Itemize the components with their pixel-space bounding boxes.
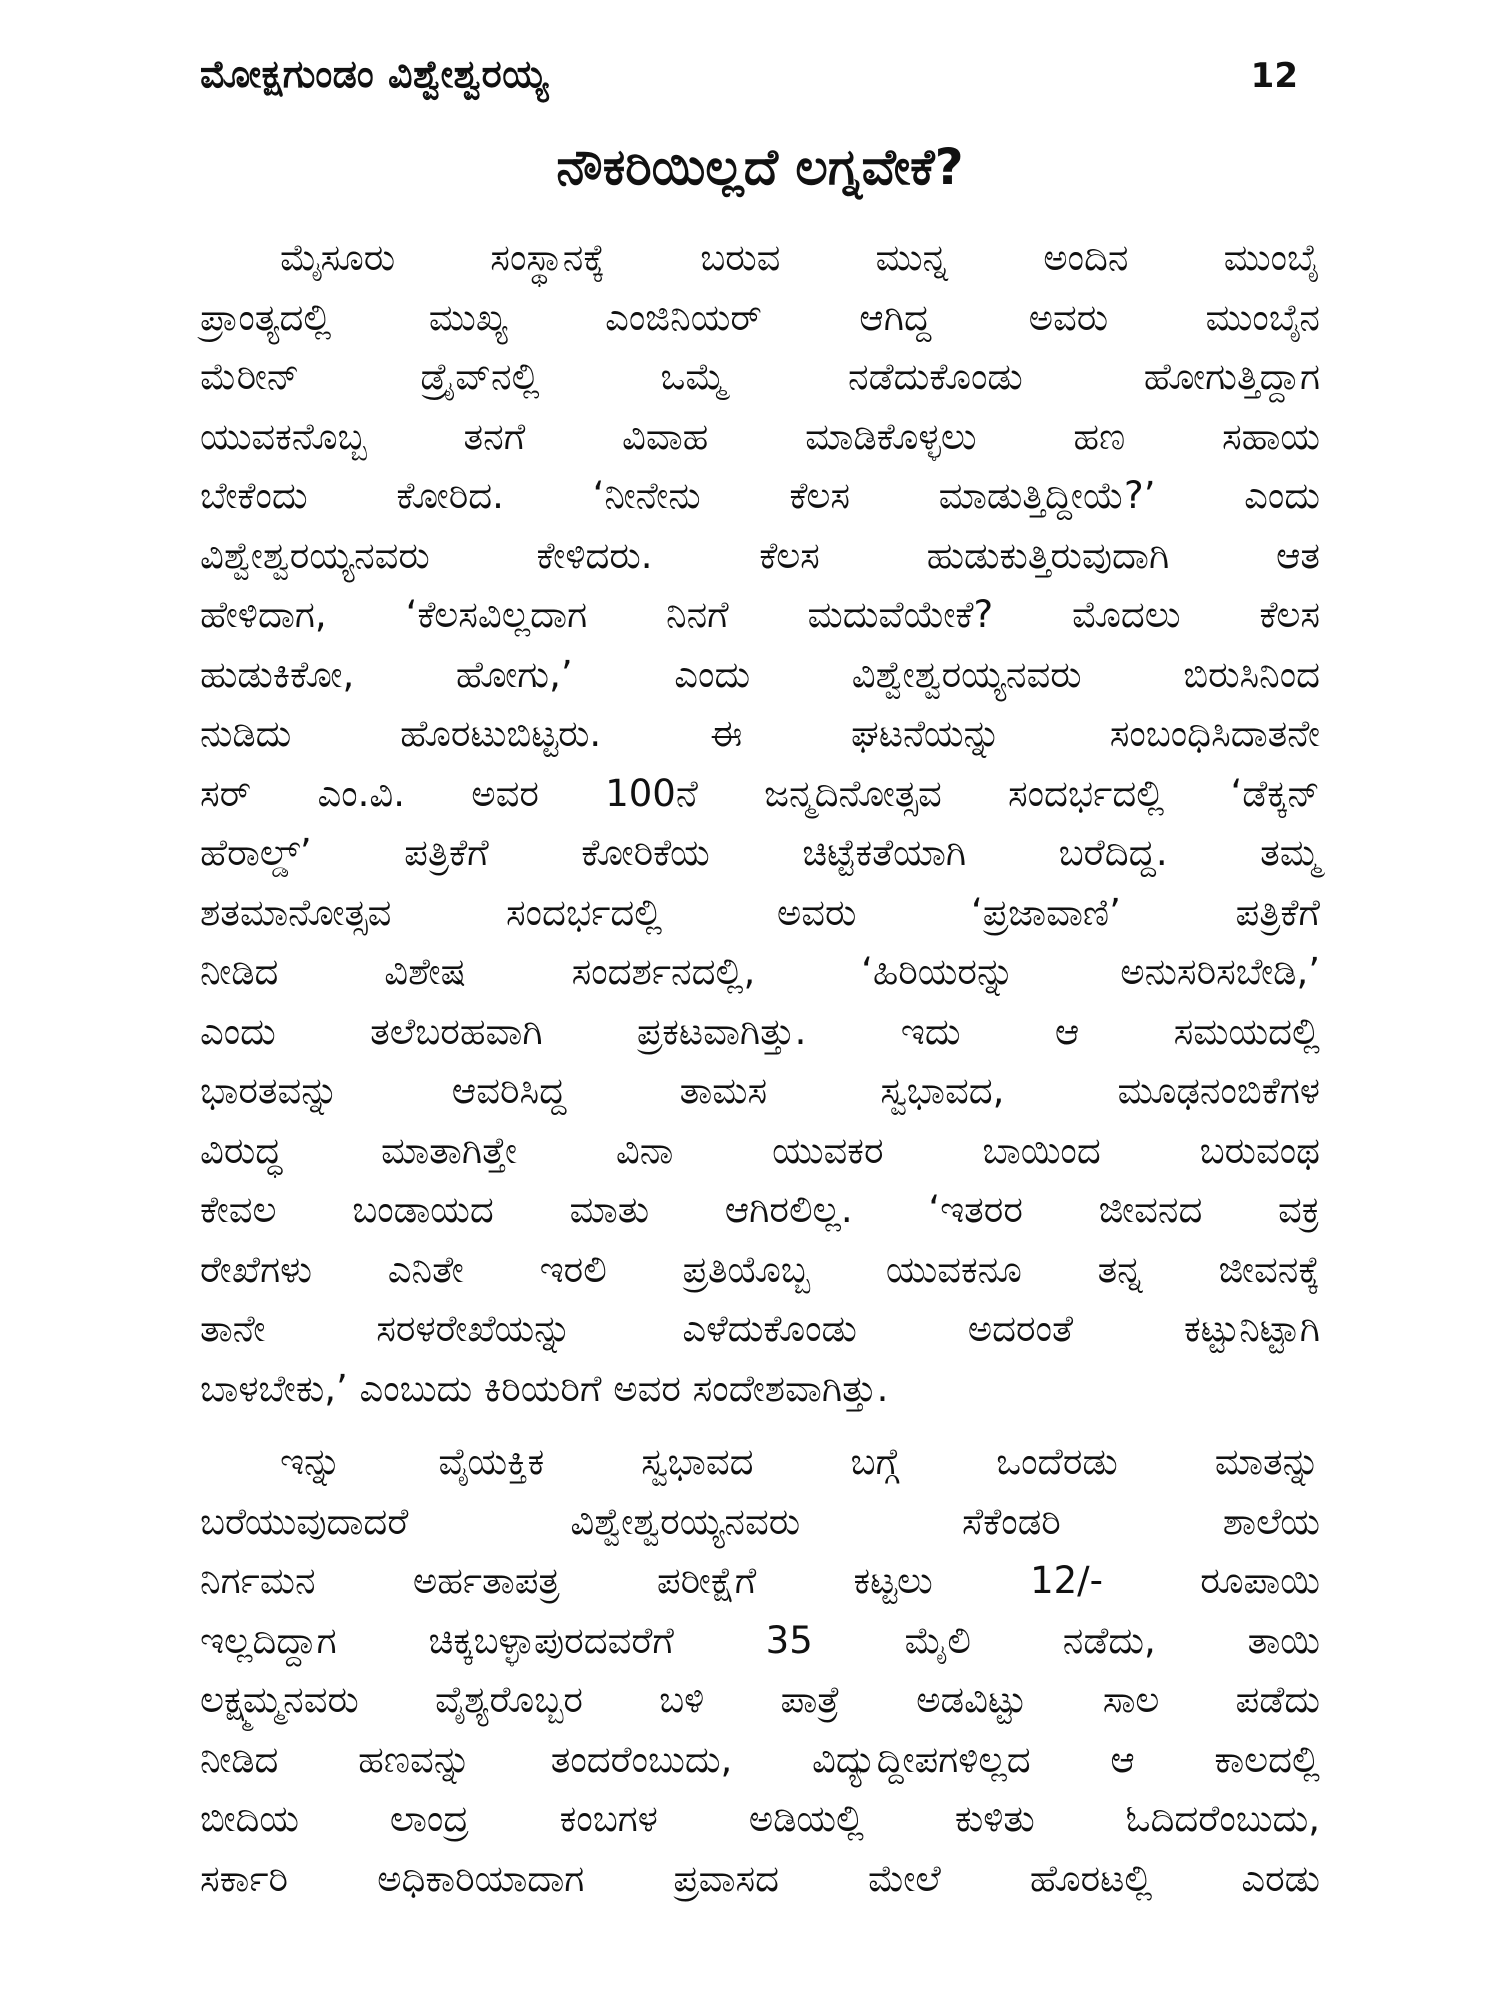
text-line: ಇನ್ನು ವೈಯಕ್ತಿಕ ಸ್ವಭಾವದ ಬಗ್ಗೆ ಒಂದೆರಡು ಮಾತನ್ನು xyxy=(280,1440,1320,1483)
text-line: ಹೆರಾಲ್ಡ್’ ಪತ್ರಿಕೆಗೆ ಕೋರಿಕೆಯ ಚಿಟ್ಟೆಕತೆಯಾಗಿ ಬರೆದಿದ್ದ. ತಮ್ಮ xyxy=(200,831,1320,874)
body-text xyxy=(200,228,1320,1908)
paragraph-2 xyxy=(200,1432,1320,1908)
text-line: ಬರೆಯುವುದಾದರೆ ವಿಶ್ವೇಶ್ವರಯ್ಯನವರು ಸೆಕೆಂಡರಿ ಶಾಲೆಯ xyxy=(200,1499,1320,1543)
text-line: ಸರ್ಕಾರಿ ಅಧಿಕಾರಿಯಾದಾಗ ಪ್ರವಾಸದ ಮೇಲೆ ಹೊರಟಲ್ಲಿ ಎರಡು xyxy=(200,1856,1320,1900)
text-line: ರೇಖೆಗಳು ಎನಿತೇ ಇರಲಿ ಪ್ರತಿಯೊಬ್ಬ ಯುವಕನೂ ತನ್ನ ಜೀವನಕ್ಕೆ xyxy=(200,1247,1320,1291)
text-line: ತಾನೇ ಸರಳರೇಖೆಯನ್ನು ಎಳೆದುಕೊಂಡು ಅದರಂತೆ ಕಟ್ಟುನಿಟ್ಟಾಗಿ xyxy=(200,1307,1320,1350)
text-line: ಬಾಳಬೇಕು,’ ಎಂಬುದು ಕಿರಿಯರಿಗೆ ಅವರ ಸಂದೇಶವಾಗಿತ್ತು. xyxy=(200,1366,889,1410)
text-line: ಶತಮಾನೋತ್ಸವ ಸಂದರ್ಭದಲ್ಲಿ ಅವರು ‘ಪ್ರಜಾವಾಣಿ’ ಪತ್ರಿಕೆಗೆ xyxy=(200,890,1320,934)
text-line: ನುಡಿದು ಹೊರಟುಬಿಟ್ಟರು. ಈ ಘಟನೆಯನ್ನು ಸಂಬಂಧಿಸಿದಾತನೇ xyxy=(200,712,1320,755)
text-line: ಬೀದಿಯ ಲಾಂದ್ರ ಕಂಬಗಳ ಅಡಿಯಲ್ಲಿ ಕುಳಿತು ಓದಿದರೆಂಬುದು, xyxy=(200,1797,1320,1840)
chapter-title: ನೌಕರಿಯಿಲ್ಲದೆ ಲಗ್ನವೇಕೆ? xyxy=(556,138,964,196)
text-line: ಮೈಸೂರು ಸಂಸ್ಥಾನಕ್ಕೆ ಬರುವ ಮುನ್ನ ಅಂದಿನ ಮುಂಬೈ xyxy=(280,236,1320,279)
text-line: ಲಕ್ಷ್ಮಮ್ಮನವರು ವೈಶ್ಯರೊಬ್ಬರ ಬಳಿ ಪಾತ್ರೆ ಅಡವಿಟ್ಟು ಸಾಲ ಪಡೆದು xyxy=(200,1678,1320,1721)
text-line: ಸರ್ ಎಂ.ವಿ. ಅವರ 100ನೆ ಜನ್ಮದಿನೋತ್ಸವ ಸಂದರ್ಭದಲ್ಲಿ ‘ಡೆಕ್ಕನ್ xyxy=(200,771,1320,815)
text-line: ಮೆರೀನ್ ಡ್ರೈವ್‌ನಲ್ಲಿ ಒಮ್ಮೆ ನಡೆದುಕೊಂಡು ಹೋಗುತ್ತಿದ್ದಾಗ xyxy=(200,355,1320,398)
text-line: ಯುವಕನೊಬ್ಬ ತನಗೆ ವಿವಾಹ ಮಾಡಿಕೊಳ್ಳಲು ಹಣ ಸಹಾಯ xyxy=(200,414,1320,458)
text-line: ಪ್ರಾಂತ್ಯದಲ್ಲಿ ಮುಖ್ಯ ಎಂಜಿನಿಯರ್ ಆಗಿದ್ದ ಅವರು ಮುಂಬೈನ xyxy=(200,295,1320,339)
text-line: ವಿಶ್ವೇಶ್ವರಯ್ಯನವರು ಕೇಳಿದರು. ಕೆಲಸ ಹುಡುಕುತ್ತಿರುವುದಾಗಿ ಆತ xyxy=(200,533,1320,577)
text-line: ಇಲ್ಲದಿದ್ದಾಗ ಚಿಕ್ಕಬಳ್ಳಾಪುರದವರೆಗೆ 35 ಮೈಲಿ ನಡೆದು, ತಾಯಿ xyxy=(200,1618,1320,1662)
page-number: 12 xyxy=(1250,56,1298,96)
text-line: ಎಂದು ತಲೆಬರಹವಾಗಿ ಪ್ರಕಟವಾಗಿತ್ತು. ಇದು ಆ ಸಮಯದಲ್ಲಿ xyxy=(200,1009,1320,1053)
text-line: ಬೇಕೆಂದು ಕೋರಿದ. ‘ನೀನೇನು ಕೆಲಸ ಮಾಡುತ್ತಿದ್ದೀಯೆ?’ ಎಂದು xyxy=(200,474,1320,517)
book-title: ಮೋಕ್ಷಗುಂಡಂ ವಿಶ್ವೇಶ್ವರಯ್ಯ xyxy=(200,52,549,96)
text-line: ನಿರ್ಗಮನ ಅರ್ಹತಾಪತ್ರ ಪರೀಕ್ಷೆಗೆ ಕಟ್ಟಲು 12/- ರೂಪಾಯಿ xyxy=(200,1559,1320,1602)
text-line: ವಿರುದ್ಧ ಮಾತಾಗಿತ್ತೇ ವಿನಾ ಯುವಕರ ಬಾಯಿಂದ ಬರುವಂಥ xyxy=(200,1128,1320,1172)
paragraph-1 xyxy=(200,228,1320,1418)
running-header xyxy=(200,52,1320,112)
text-line: ಹುಡುಕಿಕೋ, ಹೋಗು,’ ಎಂದು ವಿಶ್ವೇಶ್ವರಯ್ಯನವರು ಬಿರುಸಿನಿಂದ xyxy=(200,652,1320,696)
text-line: ನೀಡಿದ ವಿಶೇಷ ಸಂದರ್ಶನದಲ್ಲಿ, ‘ಹಿರಿಯರನ್ನು ಅನುಸರಿಸಬೇಡಿ,’ xyxy=(200,950,1320,993)
text-line: ಭಾರತವನ್ನು ಆವರಿಸಿದ್ದ ತಾಮಸ ಸ್ವಭಾವದ, ಮೂಢನಂಬಿಕೆಗಳ xyxy=(200,1069,1320,1112)
text-line: ಹೇಳಿದಾಗ, ‘ಕೆಲಸವಿಲ್ಲದಾಗ ನಿನಗೆ ಮದುವೆಯೇಕೆ? ಮೊದಲು ಕೆಲಸ xyxy=(200,593,1320,636)
text-line: ಕೇವಲ ಬಂಡಾಯದ ಮಾತು ಆಗಿರಲಿಲ್ಲ. ‘ಇತರರ ಜೀವನದ ವಕ್ರ xyxy=(200,1188,1320,1231)
text-line: ನೀಡಿದ ಹಣವನ್ನು ತಂದರೆಂಬುದು, ವಿದ್ಯುದ್ದೀಪಗಳಿಲ್ಲದ ಆ ಕಾಲದಲ್ಲಿ xyxy=(200,1737,1320,1781)
